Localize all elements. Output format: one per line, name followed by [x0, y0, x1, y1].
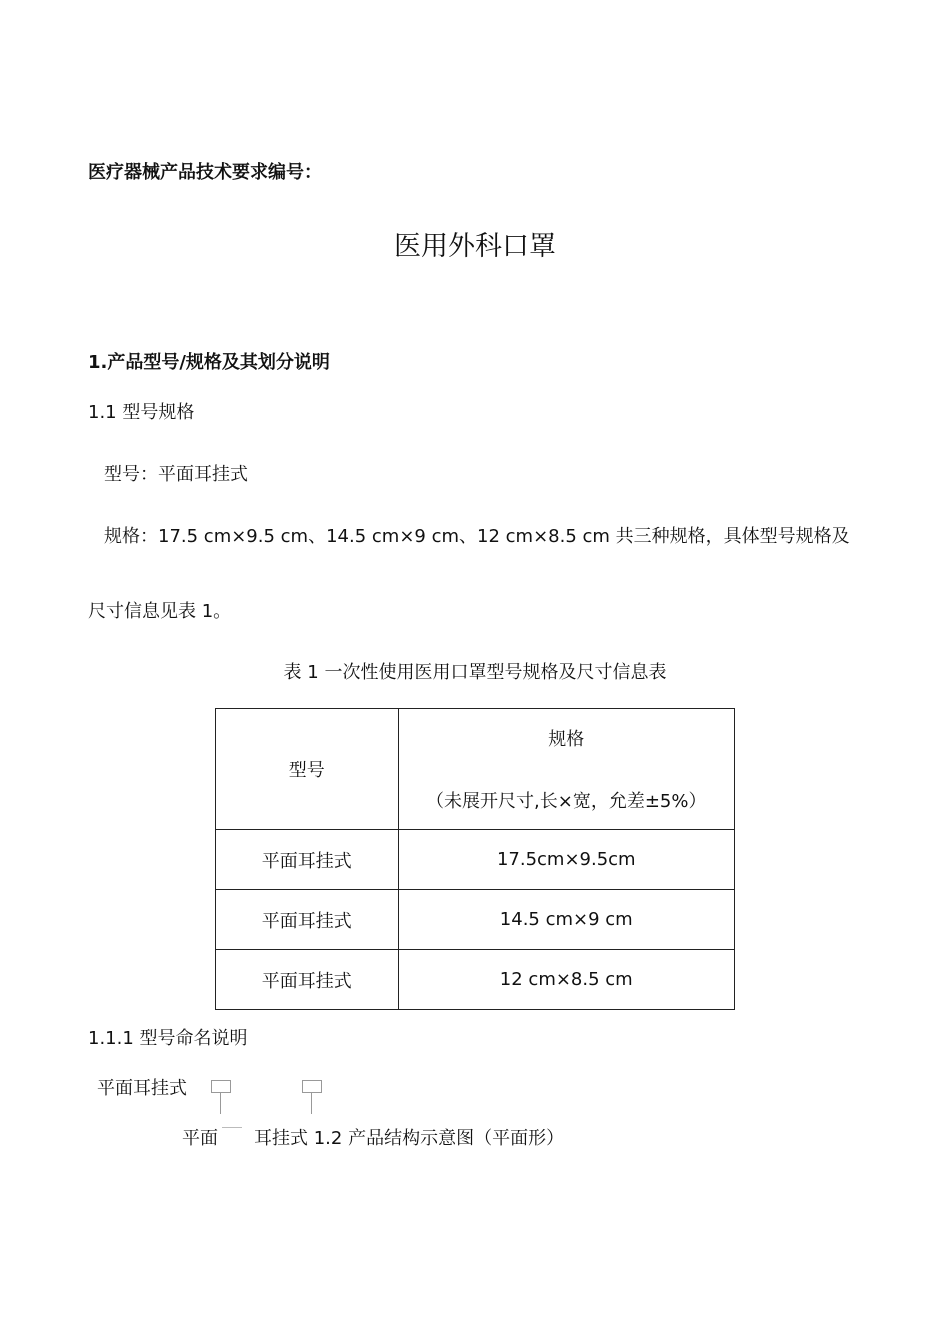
subsection-1-1-1-heading: 1.1.1 型号命名说明	[88, 1028, 248, 1049]
spec-paragraph-continued: 尺寸信息见表 1。	[88, 601, 232, 622]
cell-spec: 14.5 cm×9 cm	[398, 890, 734, 950]
cell-spec: 12 cm×8.5 cm	[398, 950, 734, 1010]
table-row	[216, 830, 735, 890]
cell-spec: 17.5cm×9.5cm	[398, 830, 734, 890]
naming-label-ear: 耳挂式 1.2 产品结构示意图（平面形）	[254, 1128, 565, 1149]
spec-paragraph: 规格：17.5 cm×9.5 cm、14.5 cm×9 cm、12 cm×8.5 cm 共三种规格，具体型号规格及	[104, 526, 850, 547]
section-1-heading: 1.产品型号/规格及其划分说明	[88, 352, 330, 373]
naming-placeholder-box-ear	[302, 1080, 322, 1093]
cell-model: 平面耳挂式	[216, 830, 399, 890]
document-title: 医用外科口罩	[394, 231, 556, 262]
standard-number-label: 医疗器械产品技术要求编号：	[88, 162, 322, 183]
header-spec-note: （未展开尺寸,长×宽，允差±5%）	[426, 791, 707, 812]
header-spec	[398, 709, 734, 830]
table-row	[216, 890, 735, 950]
subsection-1-1-heading: 1.1 型号规格	[88, 402, 195, 423]
table-header-row	[216, 709, 735, 830]
naming-label-flat: 平面	[182, 1128, 218, 1149]
table-caption: 表 1 一次性使用医用口罩型号规格及尺寸信息表	[283, 662, 667, 683]
table-row	[216, 950, 735, 1010]
header-spec-title: 规格	[548, 729, 585, 750]
cell-model: 平面耳挂式	[216, 950, 399, 1010]
naming-connector-line-ear	[311, 1093, 312, 1114]
naming-model-name: 平面耳挂式	[97, 1078, 187, 1099]
naming-divider-line	[222, 1127, 242, 1128]
header-model: 型号	[216, 709, 399, 830]
naming-connector-line-flat	[220, 1093, 221, 1114]
cell-model: 平面耳挂式	[216, 890, 399, 950]
spec-table	[215, 708, 735, 1010]
model-paragraph: 型号：平面耳挂式	[104, 464, 248, 485]
naming-placeholder-box-flat	[211, 1080, 231, 1093]
